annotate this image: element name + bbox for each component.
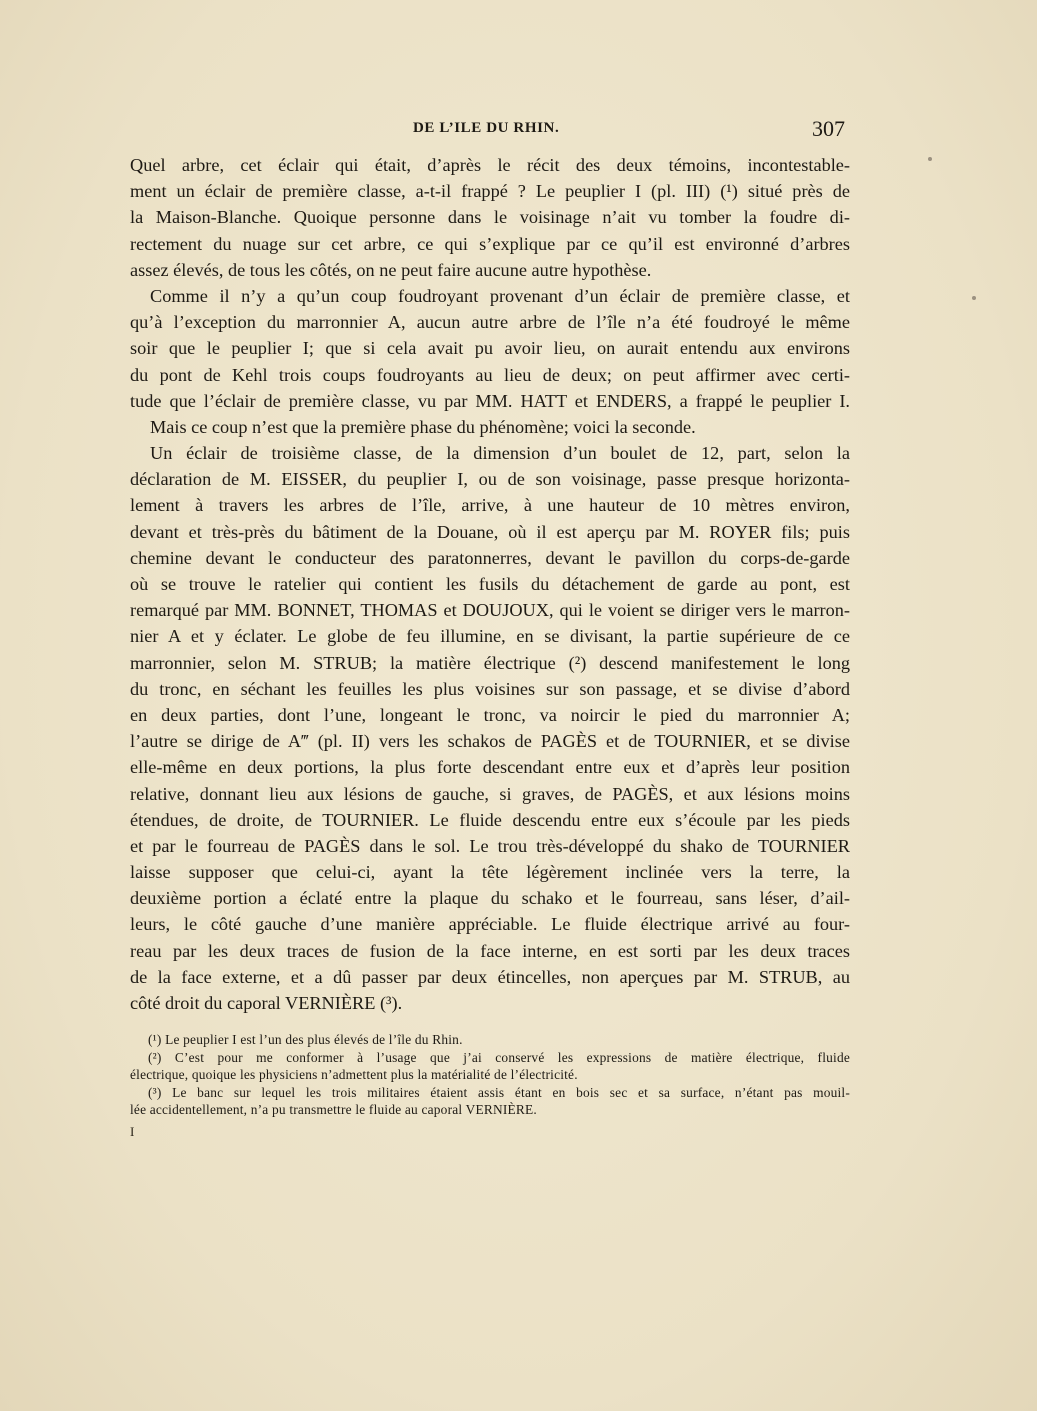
text-line: de la face externe, et a dû passer par deux étincelles, non aperçues par M. STRUB, au	[130, 966, 850, 987]
running-head: DE L’ILE DU RHIN.	[413, 120, 560, 136]
text-line: étendues, de droite, de TOURNIER. Le fluide descendu entre eux s’écoule par les pieds	[130, 809, 850, 830]
footnote-line: (³) Le banc sur lequel les trois militaires étaient assis étant en bois sec et sa surface, n’étant pas mouil-	[148, 1084, 850, 1100]
text-line: du pont de Kehl trois coups foudroyants au lieu de deux; on peut affirmer avec certi-	[130, 364, 850, 385]
text-line: elle-même en deux portions, la plus forte descendant entre eux et d’après leur position	[130, 757, 850, 778]
footnotes	[130, 1031, 850, 1119]
text-line: leurs, le côté gauche d’une manière appréciable. Le fluide électrique arrivé au four-	[130, 914, 850, 935]
footnote-line: (¹) Le peuplier I est l’un des plus élevés de l’île du Rhin.	[148, 1032, 463, 1047]
text-line: Un éclair de troisième classe, de la dimension d’un boulet de 12, part, selon la	[150, 443, 850, 464]
text-line: soir que le peuplier I; que si cela avait pu avoir lieu, on aurait entendu aux environs	[130, 338, 850, 359]
text-line: lement à travers les arbres de l’île, arrive, à une hauteur de 10 mètres environ,	[130, 495, 850, 516]
text-line: qu’à l’exception du marronnier A, aucun autre arbre de l’île n’a été foudroyé le même	[130, 312, 850, 333]
text-line: où se trouve le ratelier qui contient les fusils du détachement de garde au pont, est	[130, 574, 850, 594]
text-line: ment un éclair de première classe, a-t-il frappé ? Le peuplier I (pl. III) (¹) situé près de	[130, 181, 850, 202]
body-text	[130, 152, 850, 1016]
text-line: côté droit du caporal VERNIÈRE (³).	[130, 993, 403, 1013]
text-line: marronnier, selon M. STRUB; la matière électrique (²) descend manifestement le long	[130, 652, 850, 673]
text-line: laisse supposer que celui-ci, ayant la tête légèrement inclinée vers la terre, la	[130, 862, 850, 883]
footnote-line: lée accidentellement, n’a pu transmettre le fluide au caporal VERNIÈRE.	[130, 1102, 537, 1118]
text-line: assez élevés, de tous les côtés, on ne peut faire aucune autre hypothèse.	[130, 259, 652, 280]
text-line: et par le fourreau de PAGÈS dans le sol. Le trou très-développé du shako de TOURNIER	[130, 835, 850, 856]
text-line: en deux parties, dont l’une, longeant le tronc, va noircir le pied du marronnier A;	[130, 704, 850, 725]
margin-speck	[928, 157, 932, 161]
text-line: rectement du nuage sur cet arbre, ce qui s’explique par ce qu’il est environné d’arbres	[130, 233, 850, 254]
text-line: Quel arbre, cet éclair qui était, d’après le récit des deux témoins, incontestable-	[130, 155, 850, 175]
text-line: déclaration de M. EISSER, du peuplier I, ou de son voisinage, passe presque horizonta-	[130, 469, 850, 490]
text-line: reau par les deux traces de fusion de la face interne, en est sorti par les deux traces	[130, 940, 850, 961]
stray-mark: I	[130, 1124, 135, 1139]
footnote-line: électrique, quoique les physiciens n’admettent plus la matérialité de l’électricité.	[130, 1067, 578, 1083]
text-line: tude que l’éclair de première classe, vu par MM. HATT et ENDERS, a frappé le peuplier I.	[130, 390, 850, 411]
text-line: nier A et y éclater. Le globe de feu illumine, en se divisant, la partie supérieure de ce	[130, 626, 850, 647]
text-line: l’autre se dirige de A‴ (pl. II) vers les schakos de PAGÈS et de TOURNIER, et se divise	[130, 731, 850, 752]
text-line: remarqué par MM. BONNET, THOMAS et DOUJOUX, qui le voient se diriger vers le marron-	[130, 600, 850, 621]
text-line: Comme il n’y a qu’un coup foudroyant provenant d’un éclair de première classe, et	[150, 285, 850, 306]
text-line: Mais ce coup n’est que la première phase du phénomène; voici la seconde.	[150, 416, 696, 437]
text-line: la Maison-Blanche. Quoique personne dans le voisinage n’ait vu tomber la foudre di-	[130, 207, 850, 228]
text-line: chemine devant le conducteur des paratonnerres, devant le pavillon du corps-de-garde	[130, 547, 850, 568]
text-line: du tronc, en séchant les feuilles les plus voisines sur son passage, et se divise d’abord	[130, 678, 850, 699]
text-line: deuxième portion a éclaté entre la plaque du schako et le fourreau, sans léser, d’ail-	[130, 888, 850, 909]
text-line: relative, donnant lieu aux lésions de gauche, si graves, de PAGÈS, et aux lésions moins	[130, 783, 850, 804]
text-line: devant et très-près du bâtiment de la Douane, où il est aperçu par M. ROYER fils; puis	[130, 521, 850, 542]
margin-speck	[972, 296, 976, 300]
page-number: 307	[812, 116, 845, 141]
footnote-line: (²) C’est pour me conformer à l’usage que j’ai conservé les expressions de matière électrique, fluide	[148, 1049, 850, 1065]
page-header	[130, 118, 845, 142]
